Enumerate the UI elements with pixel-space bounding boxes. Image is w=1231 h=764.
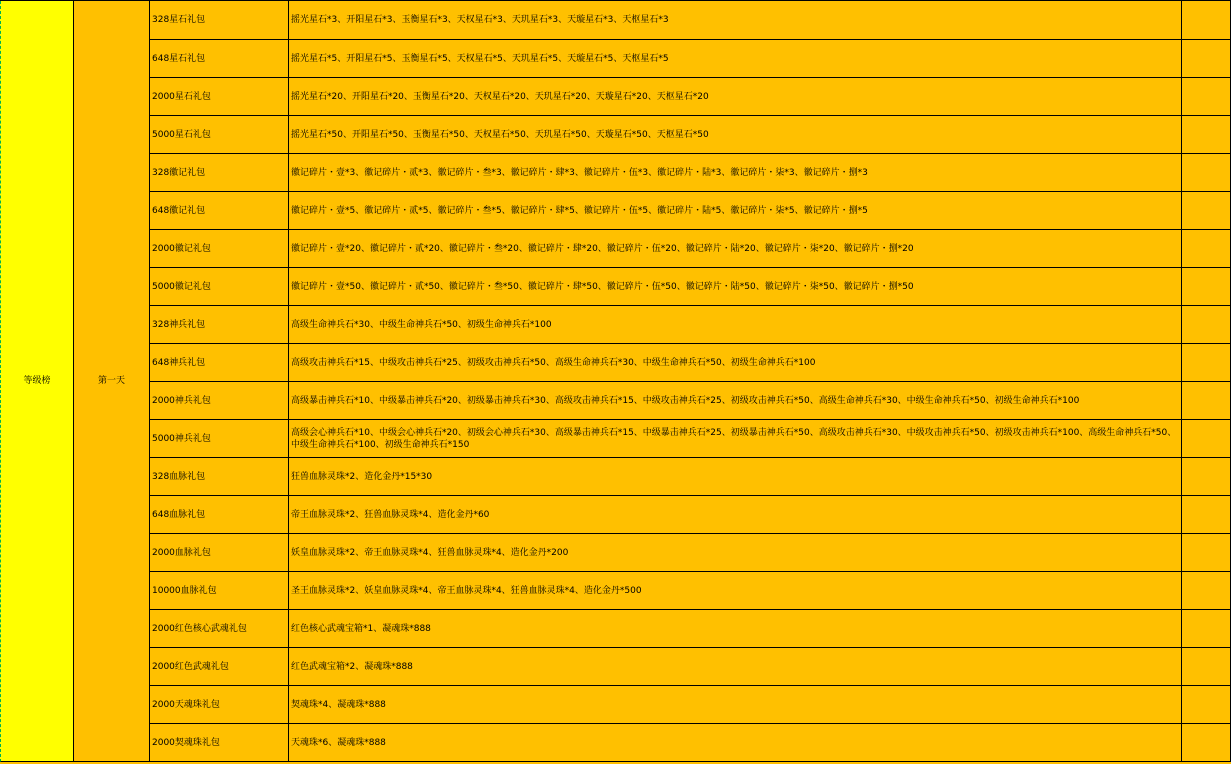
cell-pack-content[interactable]: 摇光星石*20、开阳星石*20、玉衡星石*20、天权星石*20、天玑星石*20、天璇星石*20、天枢星石*20 — [289, 78, 1182, 116]
cell-pack-name[interactable]: 5000神兵礼包 — [150, 420, 289, 458]
cell-pack-name[interactable]: 2000契魂珠礼包 — [150, 724, 289, 762]
merged-cell-day[interactable] — [74, 1, 150, 762]
cell-pack-name[interactable]: 2000星石礼包 — [150, 78, 289, 116]
cell-empty[interactable] — [1182, 496, 1231, 534]
cell-pack-content[interactable]: 摇光星石*50、开阳星石*50、玉衡星石*50、天权星石*50、天玑星石*50、天璇星石*50、天枢星石*50 — [289, 116, 1182, 154]
cell-pack-name[interactable]: 328血脉礼包 — [150, 458, 289, 496]
cell-empty[interactable] — [1182, 306, 1231, 344]
cell-pack-name[interactable]: 2000红色武魂礼包 — [150, 648, 289, 686]
merged-cell-rank[interactable] — [0, 1, 74, 762]
cell-empty[interactable] — [1182, 116, 1231, 154]
cell-pack-content[interactable]: 帝王血脉灵珠*2、狂兽血脉灵珠*4、造化金丹*60 — [289, 496, 1182, 534]
cell-empty[interactable] — [1182, 78, 1231, 116]
cell-empty[interactable] — [1182, 724, 1231, 762]
cell-empty[interactable] — [1182, 534, 1231, 572]
cell-empty[interactable] — [1182, 192, 1231, 230]
cell-empty[interactable] — [1182, 382, 1231, 420]
cell-pack-content[interactable]: 摇光星石*5、开阳星石*5、玉衡星石*5、天权星石*5、天玑星石*5、天璇星石*5、天枢星石*5 — [289, 40, 1182, 78]
cell-pack-content[interactable]: 徽记碎片・壹*20、徽记碎片・贰*20、徽记碎片・叁*20、徽记碎片・肆*20、徽记碎片・伍*20、徽记碎片・陆*20、徽记碎片・柒*20、徽记碎片・捌*20 — [289, 230, 1182, 268]
cell-empty[interactable] — [1182, 344, 1231, 382]
cell-pack-name[interactable]: 648血脉礼包 — [150, 496, 289, 534]
cell-pack-content[interactable]: 妖皇血脉灵珠*2、帝王血脉灵珠*4、狂兽血脉灵珠*4、造化金丹*200 — [289, 534, 1182, 572]
cell-pack-name[interactable]: 2000血脉礼包 — [150, 534, 289, 572]
cell-pack-content[interactable]: 契魂珠*4、凝魂珠*888 — [289, 686, 1182, 724]
cell-empty[interactable] — [1182, 610, 1231, 648]
cell-pack-content[interactable]: 高级生命神兵石*30、中级生命神兵石*50、初级生命神兵石*100 — [289, 306, 1182, 344]
cell-pack-name[interactable]: 2000神兵礼包 — [150, 382, 289, 420]
cell-pack-name[interactable]: 2000红色核心武魂礼包 — [150, 610, 289, 648]
rank-label: 等级榜 — [23, 376, 51, 386]
cell-pack-content[interactable]: 圣王血脉灵珠*2、妖皇血脉灵珠*4、帝王血脉灵珠*4、狂兽血脉灵珠*4、造化金丹*500 — [289, 572, 1182, 610]
cell-empty[interactable] — [1182, 458, 1231, 496]
cell-pack-content[interactable]: 徽记碎片・壹*3、徽记碎片・贰*3、徽记碎片・叁*3、徽记碎片・肆*3、徽记碎片・伍*3、徽记碎片・陆*3、徽记碎片・柒*3、徽记碎片・捌*3 — [289, 154, 1182, 192]
cell-empty[interactable] — [1182, 230, 1231, 268]
cell-empty[interactable] — [1182, 572, 1231, 610]
cell-pack-content[interactable]: 徽记碎片・壹*5、徽记碎片・贰*5、徽记碎片・叁*5、徽记碎片・肆*5、徽记碎片・伍*5、徽记碎片・陆*5、徽记碎片・柒*5、徽记碎片・捌*5 — [289, 192, 1182, 230]
cell-empty[interactable] — [1182, 420, 1231, 458]
cell-empty[interactable] — [1182, 648, 1231, 686]
cell-pack-content[interactable]: 高级攻击神兵石*15、中级攻击神兵石*25、初级攻击神兵石*50、高级生命神兵石*30、中级生命神兵石*50、初级生命神兵石*100 — [289, 344, 1182, 382]
cell-pack-name[interactable]: 648神兵礼包 — [150, 344, 289, 382]
cell-pack-name[interactable]: 2000徽记礼包 — [150, 230, 289, 268]
cell-empty[interactable] — [1182, 154, 1231, 192]
cell-pack-name[interactable]: 648星石礼包 — [150, 40, 289, 78]
cell-pack-content[interactable]: 高级暴击神兵石*10、中级暴击神兵石*20、初级暴击神兵石*30、高级攻击神兵石*15、中级攻击神兵石*25、初级攻击神兵石*50、高级生命神兵石*30、中级生命神兵石*50、初级生命神兵石*100 — [289, 382, 1182, 420]
cell-pack-name[interactable]: 648徽记礼包 — [150, 192, 289, 230]
cell-pack-name[interactable]: 10000血脉礼包 — [150, 572, 289, 610]
cell-empty[interactable] — [1182, 686, 1231, 724]
cell-pack-content[interactable]: 徽记碎片・壹*50、徽记碎片・贰*50、徽记碎片・叁*50、徽记碎片・肆*50、徽记碎片・伍*50、徽记碎片・陆*50、徽记碎片・柒*50、徽记碎片・捌*50 — [289, 268, 1182, 306]
cell-empty[interactable] — [1182, 268, 1231, 306]
cell-pack-content[interactable]: 狂兽血脉灵珠*2、造化金丹*15*30 — [289, 458, 1182, 496]
cell-pack-name[interactable]: 2000天魂珠礼包 — [150, 686, 289, 724]
cell-pack-content[interactable]: 高级会心神兵石*10、中级会心神兵石*20、初级会心神兵石*30、高级暴击神兵石*15、中级暴击神兵石*25、初级暴击神兵石*50、高级攻击神兵石*30、中级攻击神兵石*50、初级攻击神兵石*100、高级生命神兵石*50、中级生命神兵石*100、初级生命神兵石*150 — [289, 420, 1182, 458]
cell-pack-content[interactable]: 摇光星石*3、开阳星石*3、玉衡星石*3、天权星石*3、天玑星石*3、天璇星石*3、天枢星石*3 — [289, 1, 1182, 40]
cell-pack-content[interactable]: 红色武魂宝箱*2、凝魂珠*888 — [289, 648, 1182, 686]
cell-empty[interactable] — [1182, 40, 1231, 78]
cell-pack-content[interactable]: 红色核心武魂宝箱*1、凝魂珠*888 — [289, 610, 1182, 648]
cell-pack-name[interactable]: 328神兵礼包 — [150, 306, 289, 344]
day-label: 第一天 — [97, 376, 125, 386]
cell-empty[interactable] — [1182, 1, 1231, 40]
cell-pack-name[interactable]: 5000星石礼包 — [150, 116, 289, 154]
cell-pack-name[interactable]: 328星石礼包 — [150, 1, 289, 40]
cell-pack-content[interactable]: 天魂珠*6、凝魂珠*888 — [289, 724, 1182, 762]
cell-pack-name[interactable]: 5000徽记礼包 — [150, 268, 289, 306]
cell-pack-name[interactable]: 328徽记礼包 — [150, 154, 289, 192]
